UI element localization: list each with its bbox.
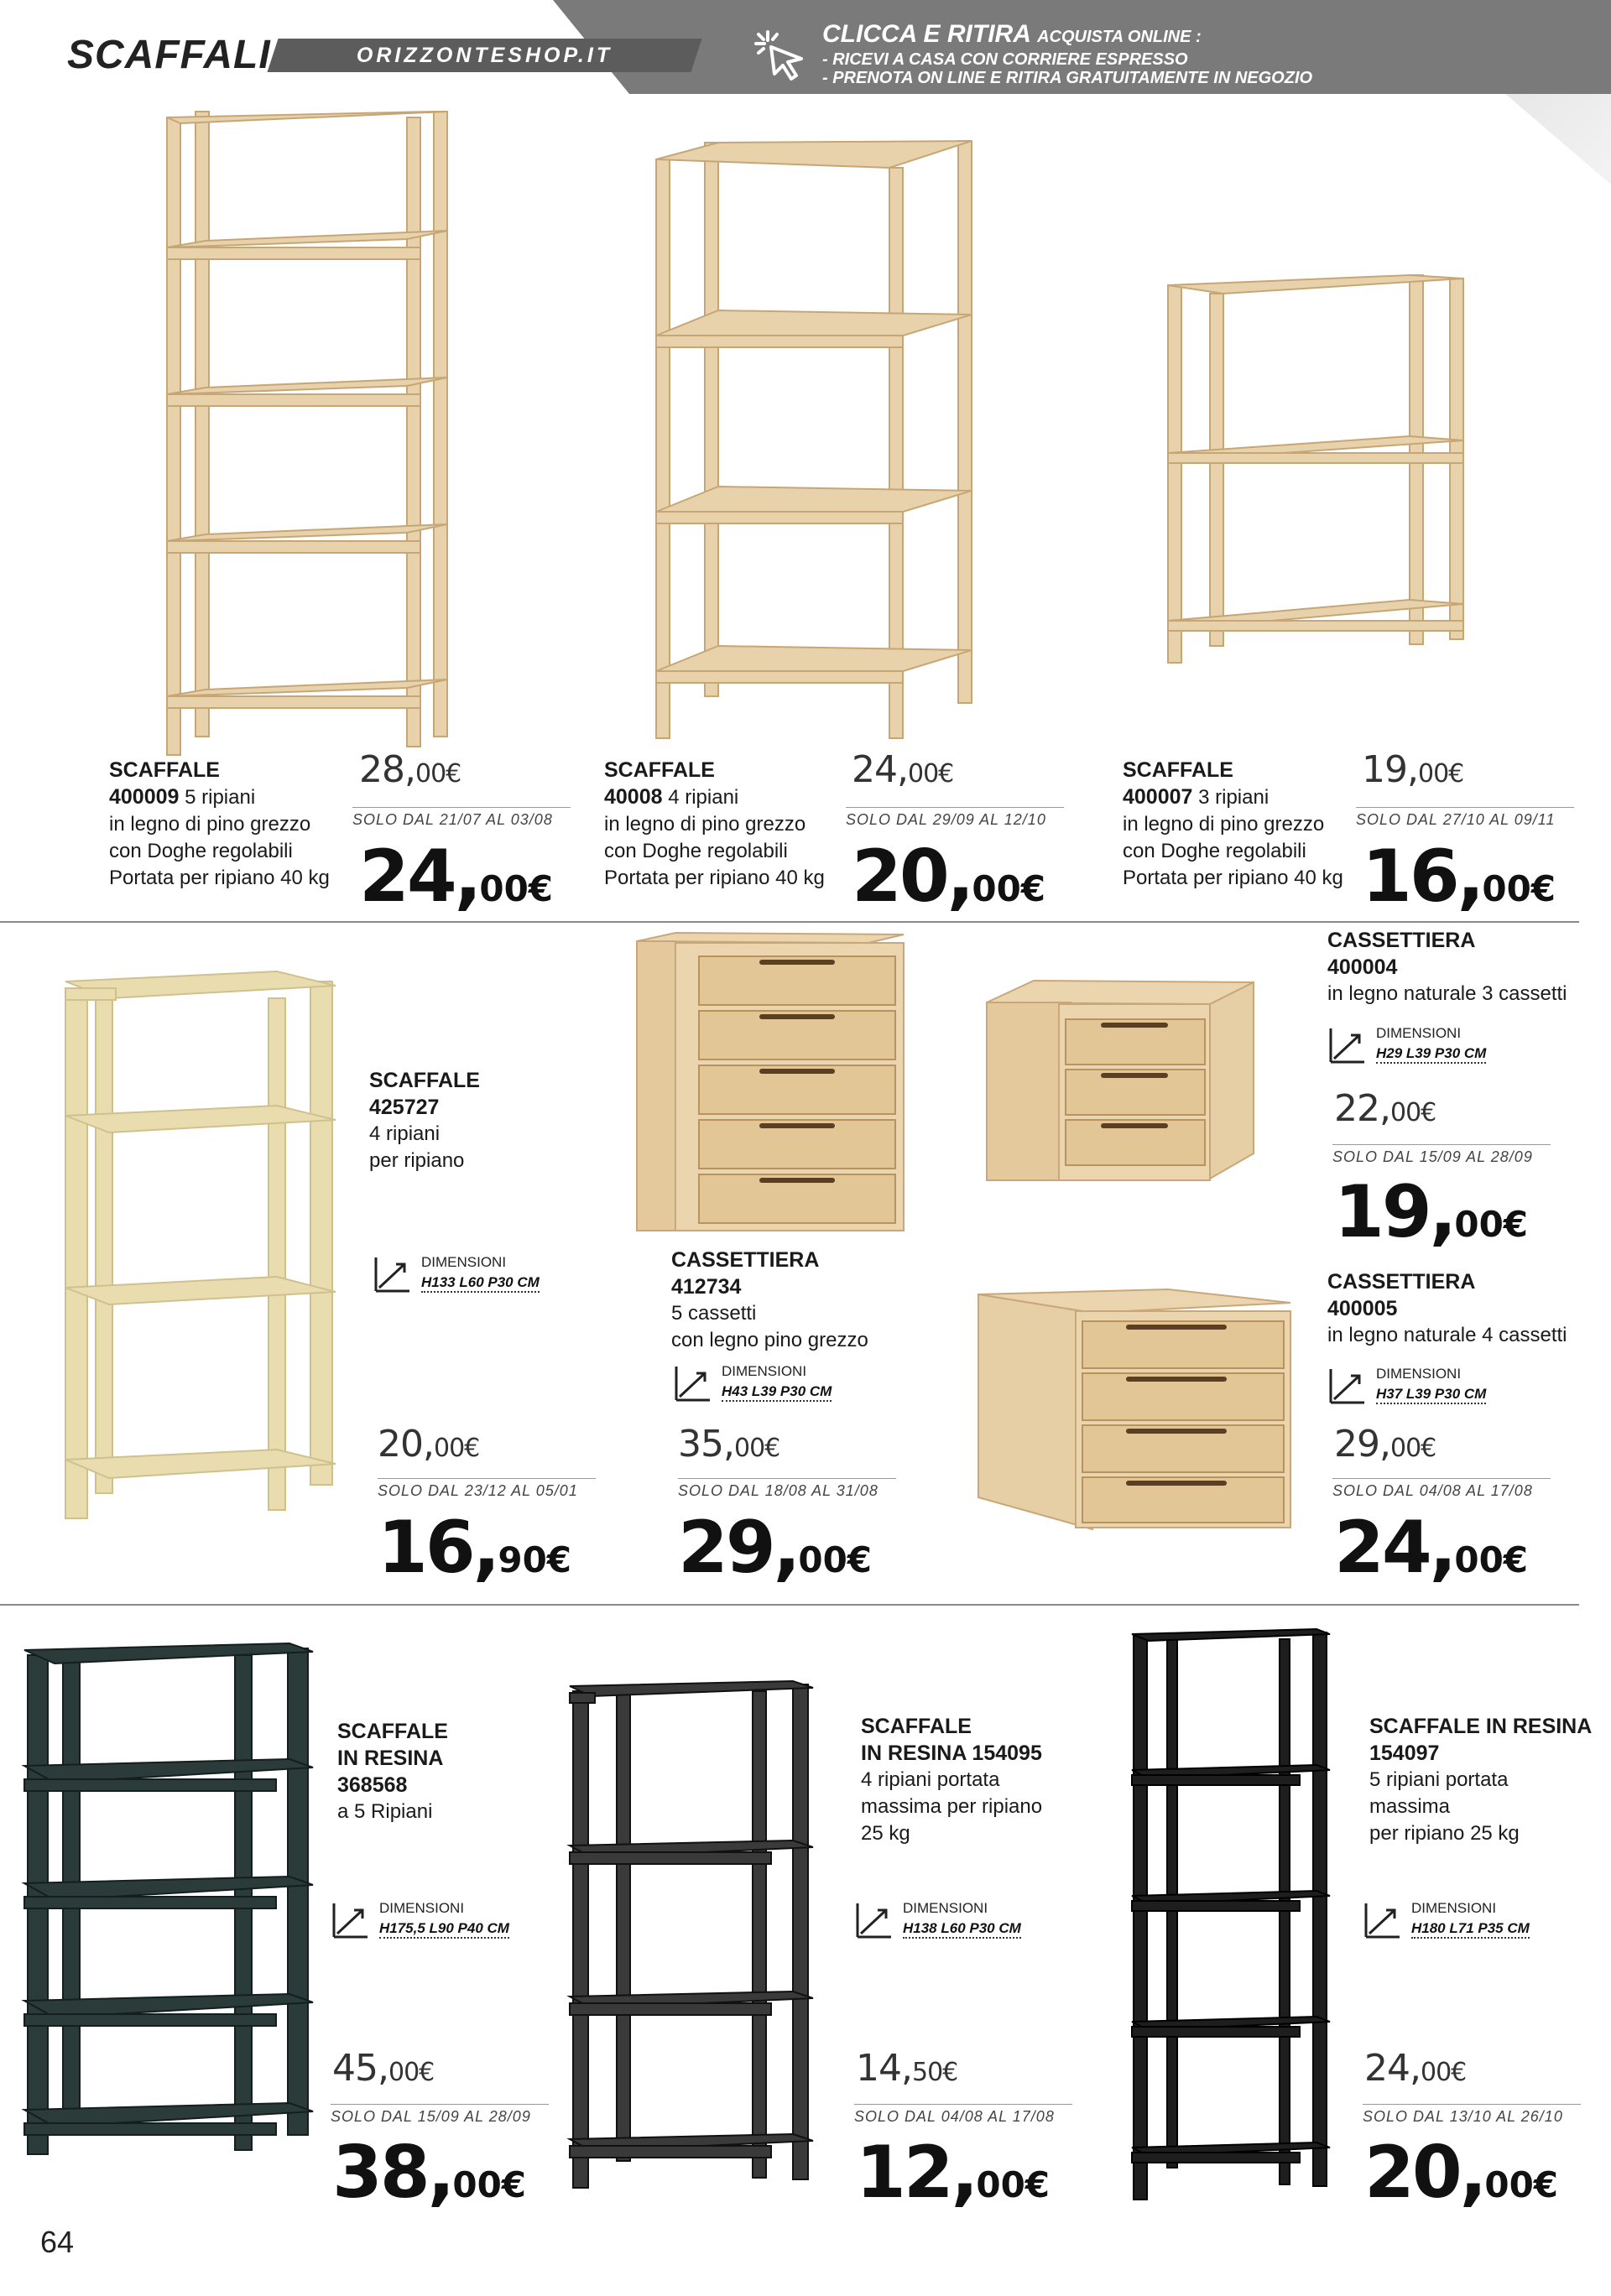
product-name-line2: IN RESINA 154095 — [861, 1742, 1042, 1765]
dimensions-154095: DIMENSIONI H138 L60 P30 CM — [852, 1900, 1054, 1952]
product-code: 425727 — [369, 1096, 440, 1119]
product-desc: in legno naturale 3 cassetti — [1327, 982, 1567, 1005]
dimensions-154097: DIMENSIONI H180 L71 P35 CM — [1361, 1900, 1562, 1952]
product-desc: in legno di pino grezzo — [604, 813, 806, 836]
offer-period: SOLO DAL 13/10 AL 26/10 — [1363, 2104, 1581, 2126]
product-info-40008 — [604, 757, 831, 892]
old-price: 22,00€ — [1334, 1087, 1436, 1130]
click-cursor-icon — [751, 27, 810, 86]
wooden-shelf-5-tier-image — [155, 105, 457, 768]
dimensions-icon — [1361, 1900, 1403, 1942]
product-desc: 5 cassetti — [671, 1302, 757, 1325]
product-name: SCAFFALE — [861, 1715, 972, 1738]
black-resin-shelf-5-tier-image — [1129, 1627, 1334, 2205]
product-name: CASSETTIERA — [671, 1248, 820, 1272]
offer-period: SOLO DAL 23/12 AL 05/01 — [378, 1478, 596, 1500]
product-desc: massima — [1369, 1795, 1451, 1818]
old-price: 35,00€ — [678, 1423, 780, 1466]
dimensions-icon — [1326, 1025, 1368, 1067]
product-desc: a 5 Ripiani — [337, 1800, 433, 1823]
offer-period: SOLO DAL 04/08 AL 17/08 — [1332, 1478, 1551, 1500]
offer-price: 12,00€ — [856, 2131, 1051, 2215]
offer-price: 20,00€ — [1364, 2131, 1559, 2215]
product-desc: Portata per ripiano 40 kg — [109, 867, 330, 889]
dimensions-icon — [852, 1900, 894, 1942]
beige-resin-shelf-image — [59, 965, 344, 1527]
dimensions-icon — [371, 1254, 413, 1296]
product-info-368568 — [337, 1718, 539, 1825]
product-name: SCAFFALE — [1123, 758, 1233, 782]
wooden-chest-5-drawers-image — [633, 931, 906, 1233]
dimensions-400004: DIMENSIONI H29 L39 P30 CM — [1326, 1025, 1527, 1077]
old-price: 19,00€ — [1362, 748, 1464, 791]
old-price: 24,00€ — [1364, 2047, 1467, 2090]
product-desc: 4 ripiani — [668, 786, 739, 809]
product-name: SCAFFALE — [369, 1069, 480, 1092]
product-desc: in legno di pino grezzo — [1123, 813, 1325, 836]
wooden-chest-3-drawers-image — [983, 977, 1256, 1187]
product-desc: con legno pino grezzo — [671, 1329, 868, 1351]
product-desc: in legno naturale 4 cassetti — [1327, 1324, 1567, 1346]
product-code: 412734 — [671, 1275, 742, 1299]
old-price: 28,00€ — [359, 748, 461, 791]
wooden-shelf-4-tier-image — [646, 134, 982, 747]
product-desc: 5 ripiani — [185, 786, 256, 809]
old-price: 29,00€ — [1334, 1423, 1436, 1466]
product-code: 368568 — [337, 1773, 408, 1797]
old-price: 14,50€ — [856, 2047, 958, 2090]
product-desc: in legno di pino grezzo — [109, 813, 311, 836]
offer-period: SOLO DAL 21/07 AL 03/08 — [352, 807, 571, 829]
product-desc: per ripiano 25 kg — [1369, 1822, 1520, 1845]
product-code: 400004 — [1327, 955, 1398, 979]
product-code: 40008 — [604, 785, 663, 809]
offer-price: 29,00€ — [678, 1506, 873, 1590]
product-info-400005 — [1327, 1268, 1596, 1349]
product-info-154095 — [861, 1713, 1087, 1847]
product-desc: 4 ripiani — [369, 1122, 441, 1145]
product-code: 400007 — [1123, 785, 1193, 809]
product-info-154097 — [1369, 1713, 1596, 1847]
offer-price: 19,00€ — [1334, 1170, 1529, 1254]
old-price: 45,00€ — [332, 2047, 435, 2090]
product-name: SCAFFALE IN RESINA — [1369, 1715, 1593, 1738]
old-price: 20,00€ — [378, 1423, 480, 1466]
product-desc: con Doghe regolabili — [109, 840, 293, 862]
offer-price: 16,00€ — [1362, 835, 1556, 919]
product-name-line2: IN RESINA — [337, 1747, 444, 1770]
offer-period: SOLO DAL 04/08 AL 17/08 — [854, 2104, 1072, 2126]
black-resin-shelf-4-tier-image — [566, 1678, 818, 2194]
wooden-shelf-3-tier-image — [1158, 268, 1477, 671]
product-desc: 3 ripiani — [1198, 786, 1270, 809]
page-number: 64 — [40, 2225, 75, 2259]
dimensions-icon — [671, 1363, 713, 1405]
page-title: SCAFFALI — [67, 33, 271, 77]
dark-resin-shelf-5-tier-image — [21, 1640, 319, 2160]
product-desc: 5 ripiani portata — [1369, 1768, 1509, 1791]
product-info-400004 — [1327, 927, 1596, 1007]
offer-price: 16,90€ — [378, 1506, 572, 1590]
product-name: SCAFFALE — [604, 758, 715, 782]
product-name: CASSETTIERA — [1327, 929, 1476, 952]
section-divider — [0, 1604, 1579, 1606]
dimensions-icon — [329, 1900, 371, 1942]
product-desc: 25 kg — [861, 1822, 910, 1845]
product-info-412734 — [671, 1247, 889, 1354]
section-divider — [0, 921, 1579, 923]
product-name: SCAFFALE — [337, 1720, 448, 1743]
cta-line-pickup: - PRENOTA ON LINE E RITIRA GRATUITAMENTE IN NEGOZIO — [822, 69, 1313, 87]
dimensions-368568: DIMENSIONI H175,5 L90 P40 CM — [329, 1900, 530, 1952]
product-code: 400005 — [1327, 1297, 1398, 1320]
product-desc: Portata per ripiano 40 kg — [604, 867, 825, 889]
cta-title: CLICCA E RITIRA ACQUISTA ONLINE : — [822, 20, 1202, 48]
dimensions-412734: DIMENSIONI H43 L39 P30 CM — [671, 1363, 873, 1415]
offer-period: SOLO DAL 29/09 AL 12/10 — [846, 807, 1064, 829]
product-info-400009 — [109, 757, 336, 892]
product-desc: con Doghe regolabili — [1123, 840, 1306, 862]
product-code: 154097 — [1369, 1742, 1440, 1765]
offer-price: 24,00€ — [359, 835, 554, 919]
offer-period: SOLO DAL 27/10 AL 09/11 — [1356, 807, 1574, 829]
old-price: 24,00€ — [852, 748, 954, 791]
offer-period: SOLO DAL 15/09 AL 28/09 — [1332, 1144, 1551, 1166]
offer-price: 24,00€ — [1334, 1506, 1529, 1590]
shop-url-link[interactable]: ORIZZONTESHOP.IT — [356, 44, 613, 67]
product-desc: per ripiano — [369, 1149, 465, 1172]
offer-period: SOLO DAL 15/09 AL 28/09 — [331, 2104, 549, 2126]
product-code: 400009 — [109, 785, 180, 809]
product-info-400007 — [1123, 757, 1349, 892]
product-desc: 4 ripiani portata — [861, 1768, 1000, 1791]
dimensions-425727: DIMENSIONI H133 L60 P30 CM — [371, 1254, 572, 1306]
offer-price: 20,00€ — [852, 835, 1046, 919]
wooden-chest-4-drawers-image — [975, 1288, 1294, 1531]
product-name: CASSETTIERA — [1327, 1270, 1476, 1294]
product-desc: Portata per ripiano 40 kg — [1123, 867, 1343, 889]
dimensions-icon — [1326, 1366, 1368, 1408]
cta-line-delivery: - RICEVI A CASA CON CORRIERE ESPRESSO — [822, 50, 1188, 69]
product-desc: massima per ripiano — [861, 1795, 1043, 1818]
product-name: SCAFFALE — [109, 758, 220, 782]
product-info-425727 — [369, 1067, 587, 1174]
offer-price: 38,00€ — [332, 2131, 527, 2215]
product-desc: con Doghe regolabili — [604, 840, 788, 862]
dimensions-400005: DIMENSIONI H37 L39 P30 CM — [1326, 1366, 1527, 1418]
offer-period: SOLO DAL 18/08 AL 31/08 — [678, 1478, 896, 1500]
